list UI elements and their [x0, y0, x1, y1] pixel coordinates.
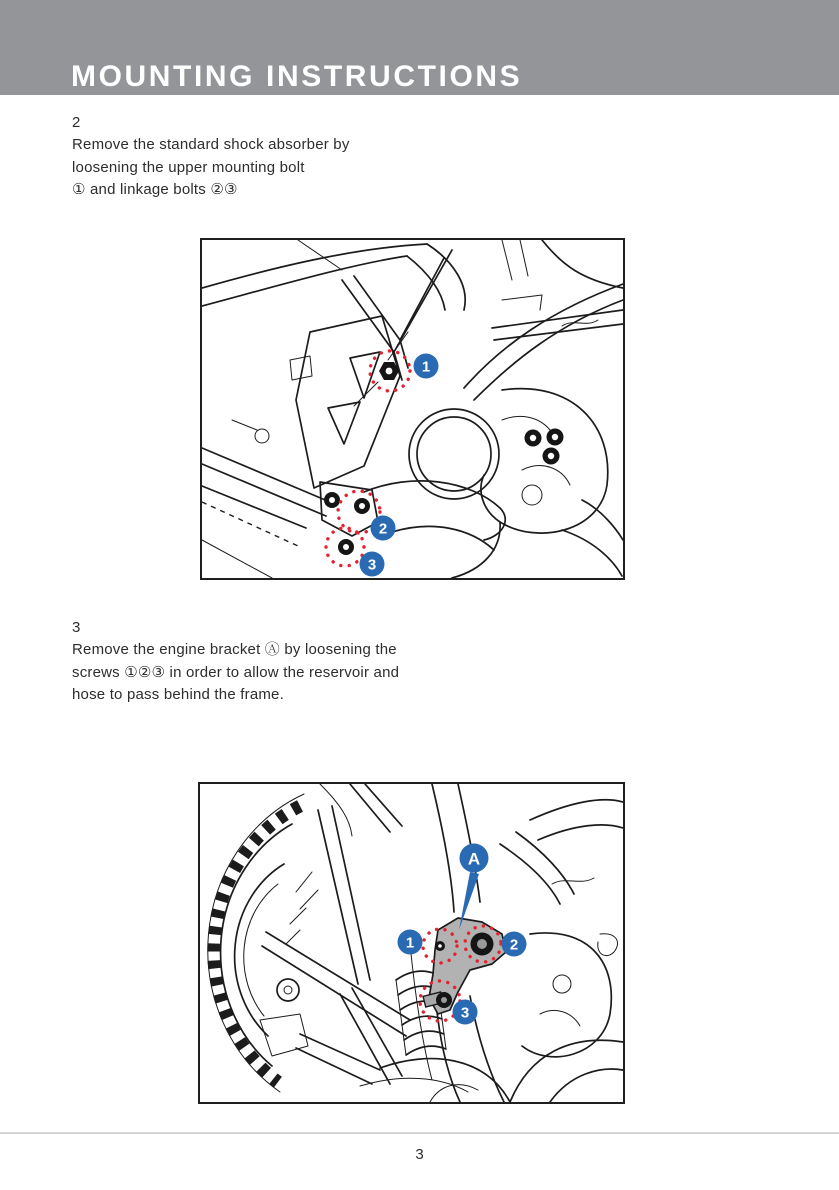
callout-3 — [360, 552, 385, 577]
step-text-line: hose to pass behind the frame. — [72, 686, 284, 704]
header-bar — [0, 0, 839, 95]
step-text-line: Remove the standard shock absorber by — [72, 136, 350, 154]
step-2 — [72, 112, 552, 202]
step-number: 3 — [72, 619, 81, 636]
svg-text:2: 2 — [378, 520, 388, 538]
svg-text:A: A — [467, 849, 481, 869]
bolt-cluster-right — [525, 429, 564, 465]
footer-divider — [0, 1132, 839, 1134]
callout-1 — [398, 930, 423, 955]
svg-text:2: 2 — [509, 936, 519, 954]
svg-text:3: 3 — [367, 556, 377, 574]
engine-bracket-diagram — [200, 784, 623, 1102]
shock-absorber-diagram — [202, 240, 623, 578]
callout-1 — [414, 354, 439, 379]
step-text-line: ① and linkage bolts ②③ — [72, 181, 238, 199]
page-title: MOUNTING INSTRUCTIONS — [71, 60, 523, 93]
callout-3 — [453, 1000, 478, 1025]
svg-text:3: 3 — [460, 1004, 470, 1022]
step-text-line: Remove the engine bracket Ⓐ by loosening the — [72, 641, 397, 659]
svg-text:1: 1 — [405, 934, 415, 952]
step-text-line: screws ①②③ in order to allow the reservoir and — [72, 663, 400, 681]
linkage-bolts — [324, 492, 370, 555]
figure-shock-absorber-removal — [200, 238, 625, 580]
step-number: 2 — [72, 114, 81, 131]
callout-a — [460, 844, 489, 873]
callout-2 — [502, 932, 527, 957]
step-3 — [72, 617, 552, 707]
svg-text:1: 1 — [421, 358, 431, 376]
step-text-line: loosening the upper mounting bolt — [72, 158, 305, 176]
page-number: 3 — [415, 1146, 424, 1163]
figure-engine-bracket-removal — [198, 782, 625, 1104]
callout-2 — [371, 516, 396, 541]
